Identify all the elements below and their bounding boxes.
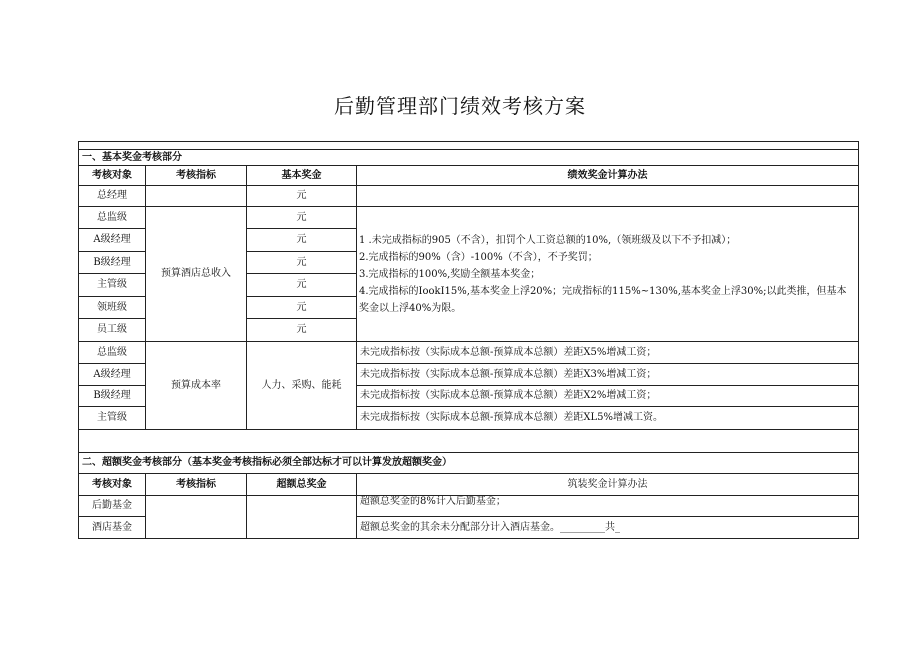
blank-row <box>79 430 859 453</box>
col-header-excess-bonus: 超额总奖金 <box>247 474 357 496</box>
table-row <box>79 496 859 517</box>
page-title: 后勤管理部门绩效考核方案 <box>334 94 586 118</box>
section2-heading: 二、超额奖金考核部分（基本奖金考核指标必须全部达标才可以计算发放超额奖金） <box>79 453 859 474</box>
col-header-indicator: 考核指标 <box>146 474 247 496</box>
row-bonus: 元 <box>247 297 357 319</box>
row-target: B级经理 <box>79 252 146 274</box>
revenue-rules <box>357 207 859 342</box>
section2-header-row <box>79 474 859 496</box>
col-header-method: 筑装奖金计算办法 <box>357 474 859 496</box>
rule-line: 4.完成指标的IookI15%,基本奖金上浮20%；完成指标的115%~130%,基本奖金上浮30%;以此类推，但基本奖金以上浮40%为限。 <box>359 285 847 314</box>
col-header-bonus: 基本奖金 <box>247 166 357 186</box>
row-bonus: 元 <box>247 319 357 342</box>
section1-heading: 一、基本奖金考核部分 <box>79 150 859 166</box>
col-header-target: 考核对象 <box>79 166 146 186</box>
row-bonus-empty <box>247 496 357 539</box>
section1-heading-row <box>79 150 859 166</box>
row-target: 总经理 <box>79 186 146 207</box>
row-method: 未完成指标按（实际成本总额-预算成本总额）差距X3%增减工资； <box>357 364 859 386</box>
rule-line: 3.完成指标的100%,奖励全额基本奖金； <box>359 268 541 280</box>
row-target: 主管级 <box>79 407 146 430</box>
row-target: 领班级 <box>79 297 146 319</box>
row-target: 酒店基金 <box>79 517 146 539</box>
row-bonus: 元 <box>247 252 357 274</box>
col-header-method: 绩效奖金计算办法 <box>357 166 859 186</box>
row-target: A级经理 <box>79 364 146 386</box>
row-bonus: 元 <box>247 207 357 229</box>
row-indicator-empty <box>146 496 247 539</box>
revenue-indicator: 预算酒店总收入 <box>146 207 247 342</box>
table-row <box>79 186 859 207</box>
row-target: B级经理 <box>79 386 146 407</box>
col-header-target: 考核对象 <box>79 474 146 496</box>
cost-bonus: 人力、采购、能耗 <box>247 342 357 430</box>
table-row <box>79 342 859 364</box>
row-method: 未完成指标按（实际成本总额-预算成本总额）差距X5%增减工资； <box>357 342 859 364</box>
row-bonus: 元 <box>247 186 357 207</box>
row-method-empty <box>357 186 859 207</box>
rule-line: 2.完成指标的90%（含）-100%（不含），不予奖罚； <box>359 251 598 263</box>
section1-header-row <box>79 166 859 186</box>
row-target: A级经理 <box>79 229 146 252</box>
rule-line: 1 .未完成指标的905（不含），扣罚个人工资总额的10%,（领班级及以下不予扣减）； <box>359 234 737 246</box>
row-bonus: 元 <box>247 229 357 252</box>
section2-heading-row <box>79 453 859 474</box>
row-method: 未完成指标按（实际成本总额-预算成本总额）差距X2%增减工资； <box>357 386 859 407</box>
row-method: 超额总奖金的8%计入后勤基金； <box>357 496 859 517</box>
row-target: 总监级 <box>79 342 146 364</box>
table-top-spacer <box>79 142 859 150</box>
col-header-indicator: 考核指标 <box>146 166 247 186</box>
cost-indicator: 预算成本率 <box>146 342 247 430</box>
assessment-table <box>78 141 859 539</box>
row-method: 未完成指标按（实际成本总额-预算成本总额）差距XL5%增减工资。 <box>357 407 859 430</box>
row-indicator-empty <box>146 186 247 207</box>
row-target: 员工级 <box>79 319 146 342</box>
row-target: 后勤基金 <box>79 496 146 517</box>
row-bonus: 元 <box>247 274 357 297</box>
row-target: 总监级 <box>79 207 146 229</box>
row-method: 超额总奖金的其余未分配部分计入酒店基金。_________共_ <box>357 517 859 539</box>
table-row <box>79 207 859 229</box>
row-target: 主管级 <box>79 274 146 297</box>
